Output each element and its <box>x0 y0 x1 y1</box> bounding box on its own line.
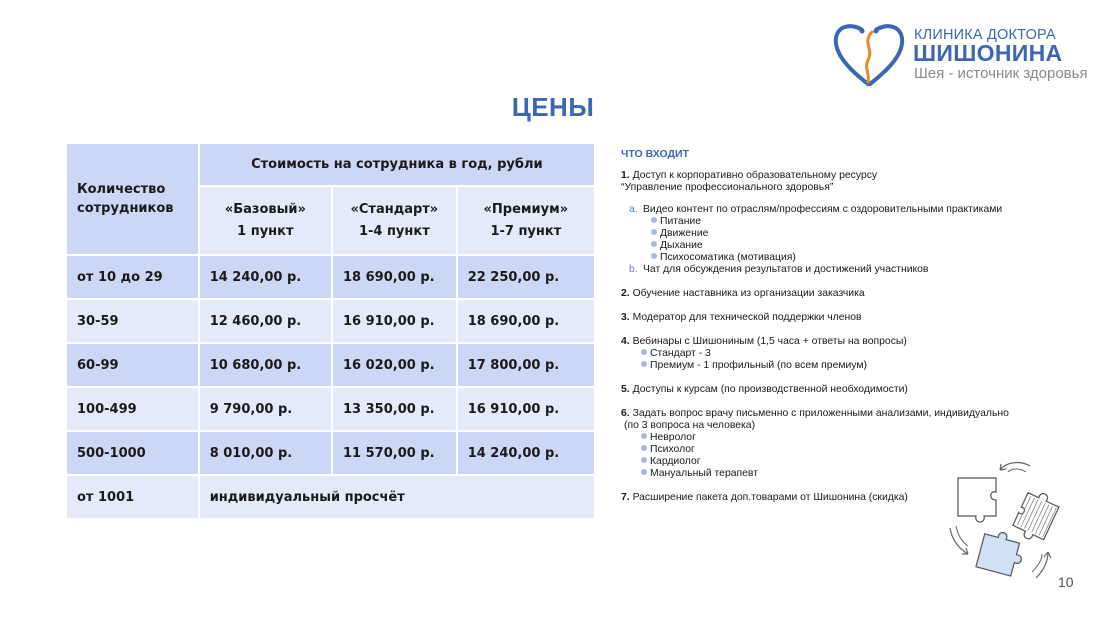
bullet-text: Питание <box>660 216 702 227</box>
table-row <box>66 387 595 431</box>
plan-points: 1-4 пункт <box>358 223 430 239</box>
bullet-item <box>621 444 1051 456</box>
bullet-item <box>621 360 1051 372</box>
item-number: 6. <box>621 408 630 419</box>
plan-name: «Базовый» <box>224 201 306 217</box>
logo-line1: КЛИНИКА ДОКТОРА <box>914 27 1056 43</box>
price-cell: 9 790,00 р. <box>199 387 332 431</box>
item-text: Доступ к корпоративно образовательному ресурсу <box>632 170 878 181</box>
price-cell: 13 350,00 р. <box>332 387 457 431</box>
item-number: 4. <box>621 336 630 347</box>
bullet-text: Психосоматика (мотивация) <box>660 252 796 263</box>
qty-header: Количество сотрудников <box>66 143 199 255</box>
bullet-dot-icon <box>651 217 657 223</box>
price-cell: 16 910,00 р. <box>457 387 595 431</box>
plan-points: 1 пункт <box>237 223 294 239</box>
bullet-item <box>629 240 1051 252</box>
price-cell: 18 690,00 р. <box>332 255 457 299</box>
item-text: Вебинары с Шишониным (1,5 часа + ответы на вопросы) <box>632 336 907 347</box>
price-cell: 12 460,00 р. <box>199 299 332 343</box>
table-row <box>66 475 595 519</box>
bullet-text: Мануальный терапевт <box>650 468 758 479</box>
sub-text: Видео контент по отраслям/профессиям с оздоровительными практиками <box>643 204 1003 215</box>
item-text: Обучение наставника из организации заказчика <box>632 288 865 299</box>
plan-name: «Стандарт» <box>350 201 439 217</box>
price-cell: 10 680,00 р. <box>199 343 332 387</box>
item-text: Доступы к курсам (по производственной необходимости) <box>632 384 908 395</box>
bullet-dot-icon <box>651 241 657 247</box>
range-cell: 30-59 <box>66 299 199 343</box>
cost-header: Стоимость на сотрудника в год, рубли <box>199 143 595 186</box>
clinic-logo <box>832 20 1102 86</box>
item-number: 1. <box>621 170 630 181</box>
bullet-text: Невролог <box>650 432 696 443</box>
bullet-dot-icon <box>651 229 657 235</box>
price-table <box>65 142 596 520</box>
logo-line2: ШИШОНИНА <box>913 40 1063 66</box>
bullet-item <box>621 432 1051 444</box>
range-cell: 60-99 <box>66 343 199 387</box>
page-number: 10 <box>1058 574 1074 590</box>
item-number: 7. <box>621 492 630 503</box>
bullet-dot-icon <box>641 445 647 451</box>
price-cell: 16 020,00 р. <box>332 343 457 387</box>
bullet-item <box>621 348 1051 360</box>
price-cell: 17 800,00 р. <box>457 343 595 387</box>
bullet-text: Дыхание <box>660 240 703 251</box>
price-cell: 8 010,00 р. <box>199 431 332 475</box>
bullet-text: Стандарт - 3 <box>650 348 711 359</box>
include-item-2 <box>621 288 1051 300</box>
includes-heading: ЧТО ВХОДИТ <box>621 148 689 160</box>
bullet-dot-icon <box>641 361 647 367</box>
puzzle-pieces-icon <box>940 458 1060 583</box>
bullet-dot-icon <box>641 433 647 439</box>
price-cell: 16 910,00 р. <box>332 299 457 343</box>
item-text: Расширение пакета доп.товарами от Шишонина (скидка) <box>632 492 908 503</box>
price-cell: 22 250,00 р. <box>457 255 595 299</box>
range-cell: от 1001 <box>66 475 199 519</box>
page-title: ЦЕНЫ <box>511 92 595 122</box>
item-text: Задать вопрос врачу письменно с приложенными анализами, индивидуально <box>632 408 1009 419</box>
range-cell: от 10 до 29 <box>66 255 199 299</box>
range-cell: 100-499 <box>66 387 199 431</box>
bullet-dot-icon <box>641 349 647 355</box>
sub-letter: b. <box>629 264 638 275</box>
sub-text: Чат для обсуждения результатов и достижений участников <box>643 264 929 275</box>
item-text-continued: “Управление профессионального здоровья” <box>621 182 834 193</box>
table-row <box>66 299 595 343</box>
price-cell: 14 240,00 р. <box>457 431 595 475</box>
bullet-dot-icon <box>641 457 647 463</box>
price-cell: 18 690,00 р. <box>457 299 595 343</box>
logo-tagline: Шея - источник здоровья <box>914 65 1088 82</box>
price-cell: 11 570,00 р. <box>332 431 457 475</box>
include-item-4 <box>621 336 1051 372</box>
plan-header-basic <box>199 186 332 255</box>
bullet-dot-icon <box>641 469 647 475</box>
item-number: 3. <box>621 312 630 323</box>
item-text: Модератор для технической поддержки членов <box>632 312 862 323</box>
sub-item-b <box>621 264 1051 276</box>
bullet-item <box>629 228 1051 240</box>
item-number: 5. <box>621 384 630 395</box>
table-row <box>66 343 595 387</box>
bullet-dot-icon <box>651 253 657 259</box>
sub-letter: a. <box>629 204 638 215</box>
range-cell: 500-1000 <box>66 431 199 475</box>
plan-points: 1-7 пункт <box>490 223 562 239</box>
table-header-row <box>66 143 595 186</box>
bullet-text: Премиум - 1 профильный (по всем премиум) <box>650 360 867 371</box>
plan-header-premium <box>457 186 595 255</box>
table-row <box>66 431 595 475</box>
bullet-text: Кардиолог <box>650 456 701 467</box>
table-row <box>66 255 595 299</box>
plan-name: «Премиум» <box>483 201 569 217</box>
include-item-1 <box>621 170 1051 276</box>
include-item-3 <box>621 312 1051 324</box>
item-number: 2. <box>621 288 630 299</box>
individual-calc-cell: индивидуальный просчёт <box>199 475 595 519</box>
bullet-item <box>629 216 1051 228</box>
plan-header-standard <box>332 186 457 255</box>
price-cell: 14 240,00 р. <box>199 255 332 299</box>
bullet-text: Психолог <box>650 444 695 455</box>
sub-item-a <box>621 204 1051 264</box>
bullet-item <box>629 252 1051 264</box>
item-text-continued: (по 3 вопроса на человека) <box>624 420 756 431</box>
bullet-text: Движение <box>660 228 709 239</box>
include-item-5 <box>621 384 1051 396</box>
heart-spine-logo-icon <box>832 22 906 88</box>
